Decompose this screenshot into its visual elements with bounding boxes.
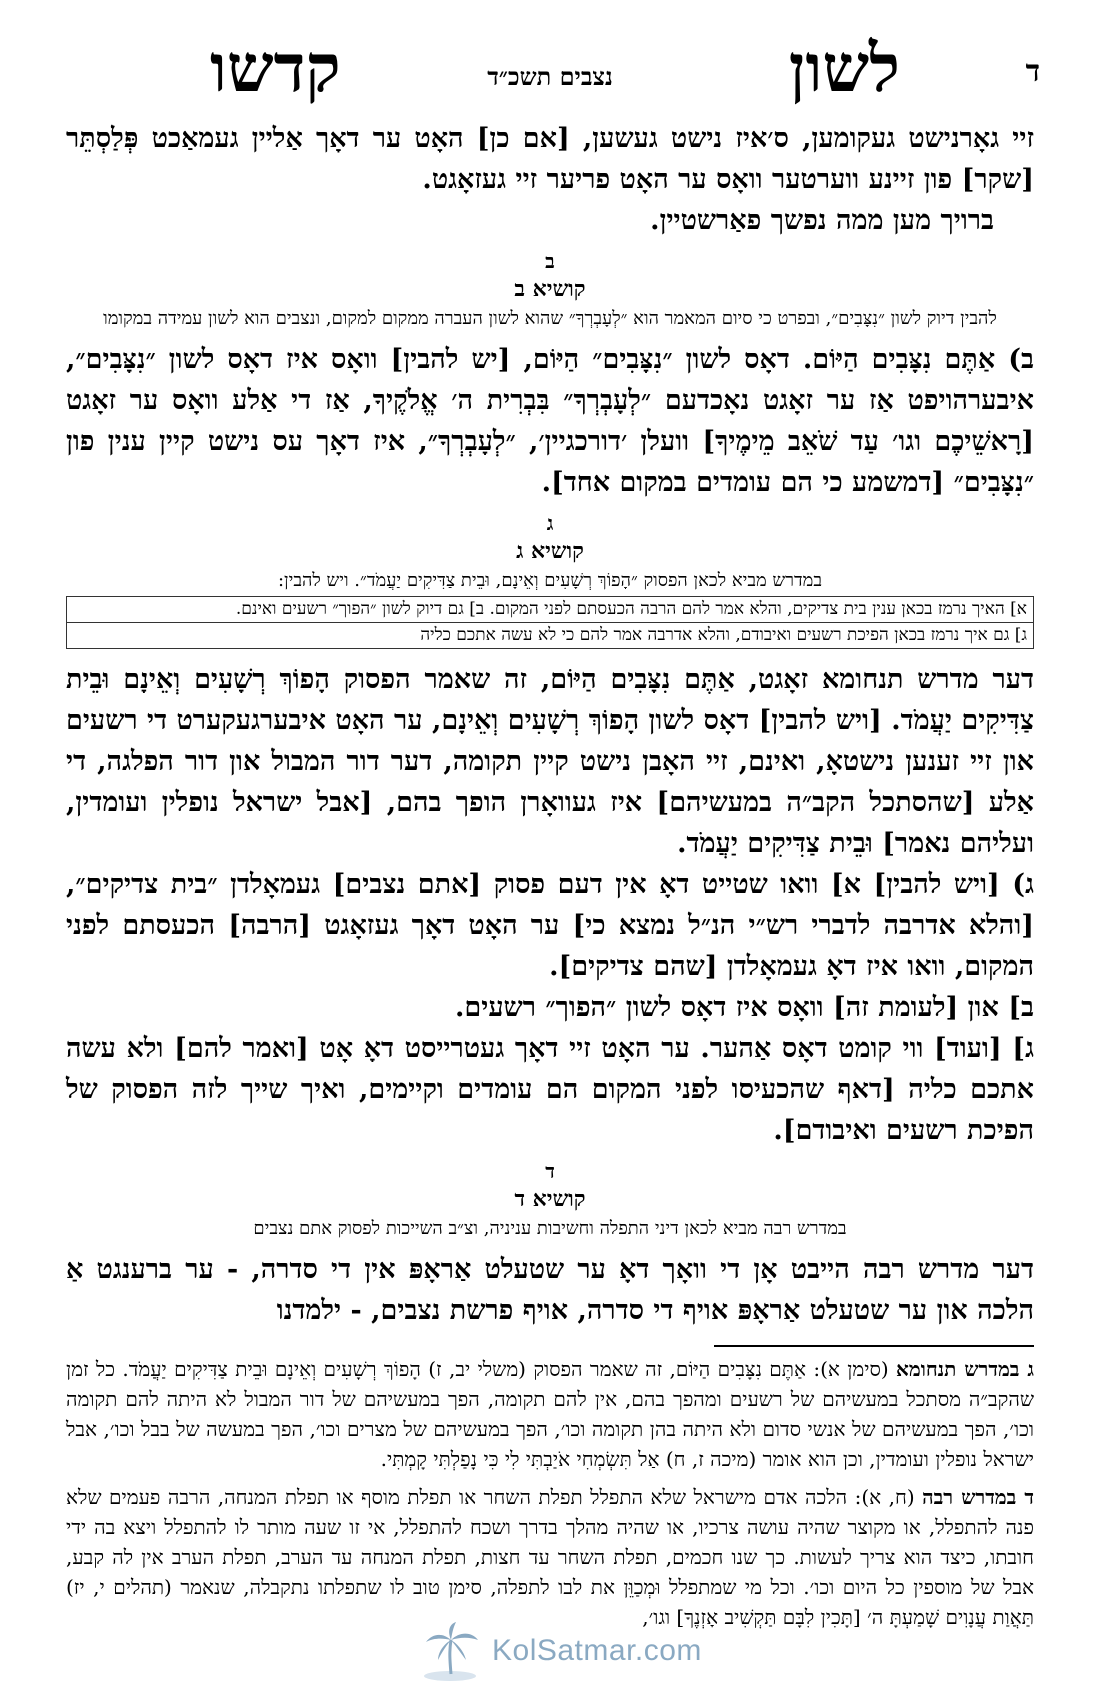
question-item: ג] גם איך נרמז בכאן הפיכת רשעים ואיבודם, והלא אדרבה אמר להם כי לא עשה אתכם כליה — [67, 622, 1033, 648]
section-letter: ג — [546, 511, 554, 535]
question-list — [66, 596, 1034, 649]
footnote-text: (סימן א): אַתֶּם נִצָּבִים הַיּוֹם, זה שאמר הפסוק (משלי יב, ז) הָפוֹךְ רְשָׁעִים וְאֵינָם וּבֵית צַדִּיקִים יַעֲמֹד. כל זמן שהקב״ה מסתכל במעשיהם של רשעים ומהפך בהם, אין להם תקומה, הפך במעשיהם של דור המבול לא היתה להם תקומה וכו׳, הפך במעשיהם של אנשי סדום ולא היתה בהן תקומה וכו׳, הפך במעשיהם של מצרים וכו׳, הפך במעשה של בבל וכו׳, אבל ישראל נופלין ועומדין, וכן הוא אומר (מיכה ז, ח) אַל תִּשְׂמְחִי אֹיַבְתִּי לִי כִּי נָפַלְתִּי קָמְתִּי. — [66, 1357, 1034, 1471]
page-number: ד — [1025, 54, 1040, 89]
section-letter: ד — [545, 1159, 555, 1183]
section-letter: ב — [545, 249, 555, 273]
section-description: להבין דיוק לשון ״נִצָּבִים״, ובפרט כי סיום המאמר הוא ״לְעָבְרְךָ״ שהוא לשון העברה ממקום למקום, ונצבים הוא לשון עמידה במקומו — [103, 308, 997, 329]
running-title-left: קדשו — [210, 29, 341, 107]
paragraph: ג] [ועוד] ווי קומט דאָס אַהער. ער האָט זיי דאָך געטרייסט דאָ אָט [ואמר להם] ולא עשה אתכם כליה [דאף שהכעיסו לפני המקום הם עומדים וקיימים, ואיך שייך לזה הפסוק של הפיכת רשעים ואיבודם]. — [66, 1033, 1034, 1146]
paragraph: דער מדרש תנחומא זאָגט, אַתֶּם נִצָּבִים הַיּוֹם, זה שאמר הפסוק הָפוֹךְ רְשָׁעִים וְאֵינָם וּבֵית צַדִּיקִים יַעֲמֹד. [ויש להבין] דאָס לשון הָפוֹךְ רְשָׁעִים וְאֵינָם, ער האָט איבערגעקערט די רשעים און זיי זענען נישטאָ, ואינם, זיי האָבן נישט קיין תקומה, דער דור המבול און דור הפלגה, די אַלע [שהסתכל הקב״ה במעשיהם] איז געוואָרן הופך בהם, [אבל ישראל נופלין ועומדין, ועליהם נאמר] וּבֵית צַדִּיקִים יַעֲמֹד. — [66, 664, 1034, 859]
section-title: קושיא ג — [516, 538, 584, 564]
section-description: במדרש מביא לכאן הפסוק ״הָפוֹךְ רְשָׁעִים וְאֵינָם, וּבֵית צַדִּיקִים יַעֲמֹד״. ויש להבין: — [277, 570, 823, 591]
footnote-lead: ד במדרש רבה — [922, 1485, 1035, 1509]
palm-tree-icon — [420, 1622, 484, 1682]
question-item: א] האיך נרמז בכאן ענין בית צדיקים, והלא אמר להם הרבה הכעסתם לפני המקום. ב] גם דיוק לשון ״הפוך״ רשעים ואינם. — [235, 599, 1027, 619]
main-text — [66, 118, 1034, 1331]
paragraph: זיי גאָרנישט געקומען, ס׳איז נישט געשען, [אם כן] האָט ער דאָך אַליין געמאַכט פְּלַסְתֵּר [שקר] פון זיינע ווערטער וואָס ער האָט פריער זיי געזאָגט. — [66, 123, 1034, 195]
running-title-right: לשון — [788, 29, 900, 107]
paragraph: ב] און [לעומת זה] וואָס איז דאָס לשון ״הפוך״ רשעים. — [455, 992, 1034, 1023]
footnote-text: (ח, א): הלכה אדם מישראל שלא התפלל תפלת השחר או תפלת מוסף או תפלת המנחה, הרבה פעמים שלא פנה להתפלל, או מקוצר שהיה עושה צרכיו, או שהיה מהלך בדרך ושכח להתפלל, אי זו שעה מותר לו להתפלל ויצא בה ידי חובתו, כיצד הוא צריך לעשות. כך שנו חכמים, תפלת השחר עד חצות, תפלת המנחה עד הערב, תפלת הערב אין לה קבע, אבל של מוספין כל היום וכו׳. וכל מי שמתפלל וּמְכַוֵּן את לבו לתפלה, סימן טוב לו שתפלתו נתקבלה, שנאמר (תהלים י, יז) תַּאֲוַת עֲנָוִים שָׁמַעְתָּ ה׳ [תָּכִין לִבָּם תַּקְשִׁיב אָזְנֶךָ] וגו׳, — [66, 1485, 1034, 1629]
paragraph: ברויך מען ממה נפשך פאַרשטיין. — [650, 205, 994, 236]
watermark — [420, 1622, 720, 1682]
section-title: קושיא ד — [514, 1186, 586, 1212]
paragraph: ב) אַתֶּם נִצָּבִים הַיּוֹם. דאָס לשון ״נִצָּבִים״ הַיּוֹם, [יש להבין] וואָס איז דאָס לשון ״נִצָּבִים״, איבערהויפט אַז ער זאָגט נאָכדעם ״לְעָבְרְךָ״ בִּבְרִית ה׳ אֱלֹקֶיךָ, אַז די אַלע וואָס ער זאָגט [רָאשֵׁיכֶם וגו׳ עַד שֹׁאֵב מֵימֶיךָ] וועלן ׳דורכגיין׳, ״לְעָבְרְךָ״, איז דאָך עס נישט קיין ענין פון ״נִצָּבִים״ [דמשמע כי הם עומדים במקום אחד]. — [66, 344, 1034, 498]
watermark-text: KolSatmar.com — [492, 1634, 702, 1667]
parsha-heading: נצבים תשכ״ד — [487, 62, 613, 91]
footnote — [66, 1354, 1034, 1474]
footnote-divider — [714, 1345, 1034, 1347]
page-header — [60, 28, 1040, 108]
footnotes — [66, 1354, 1034, 1640]
section-title: קושיא ב — [514, 276, 586, 302]
footnote — [66, 1482, 1034, 1632]
paragraph: ג) [ויש להבין] א] וואו שטייט דאָ אין דעם פסוק [אתם נצבים] געמאָלדן ״בית צדיקים״, [והלא אדרבה לדברי רש״י הנ״ל נמצא כי] ער האָט דאָך געזאָגט [הרבה] הכעסתם לפני המקום, וואו איז דאָ געמאָלדן [שהם צדיקים]. — [66, 869, 1034, 982]
footnote-lead: ג במדרש תנחומא — [896, 1357, 1035, 1381]
section-description: במדרש רבה מביא לכאן דיני התפלה וחשיבות עניניה, וצ״ב השייכות לפסוק אתם נצבים — [253, 1218, 847, 1239]
paragraph: דער מדרש רבה הייבט אָן די וואָך דאָ ער שטעלט אַראָפּ אין די סדרה, - ער ברענגט אַ הלכה און ער שטעלט אַראָפּ אויף די סדרה, אויף פרשת נצבים, - ילמדנו — [66, 1254, 1034, 1326]
